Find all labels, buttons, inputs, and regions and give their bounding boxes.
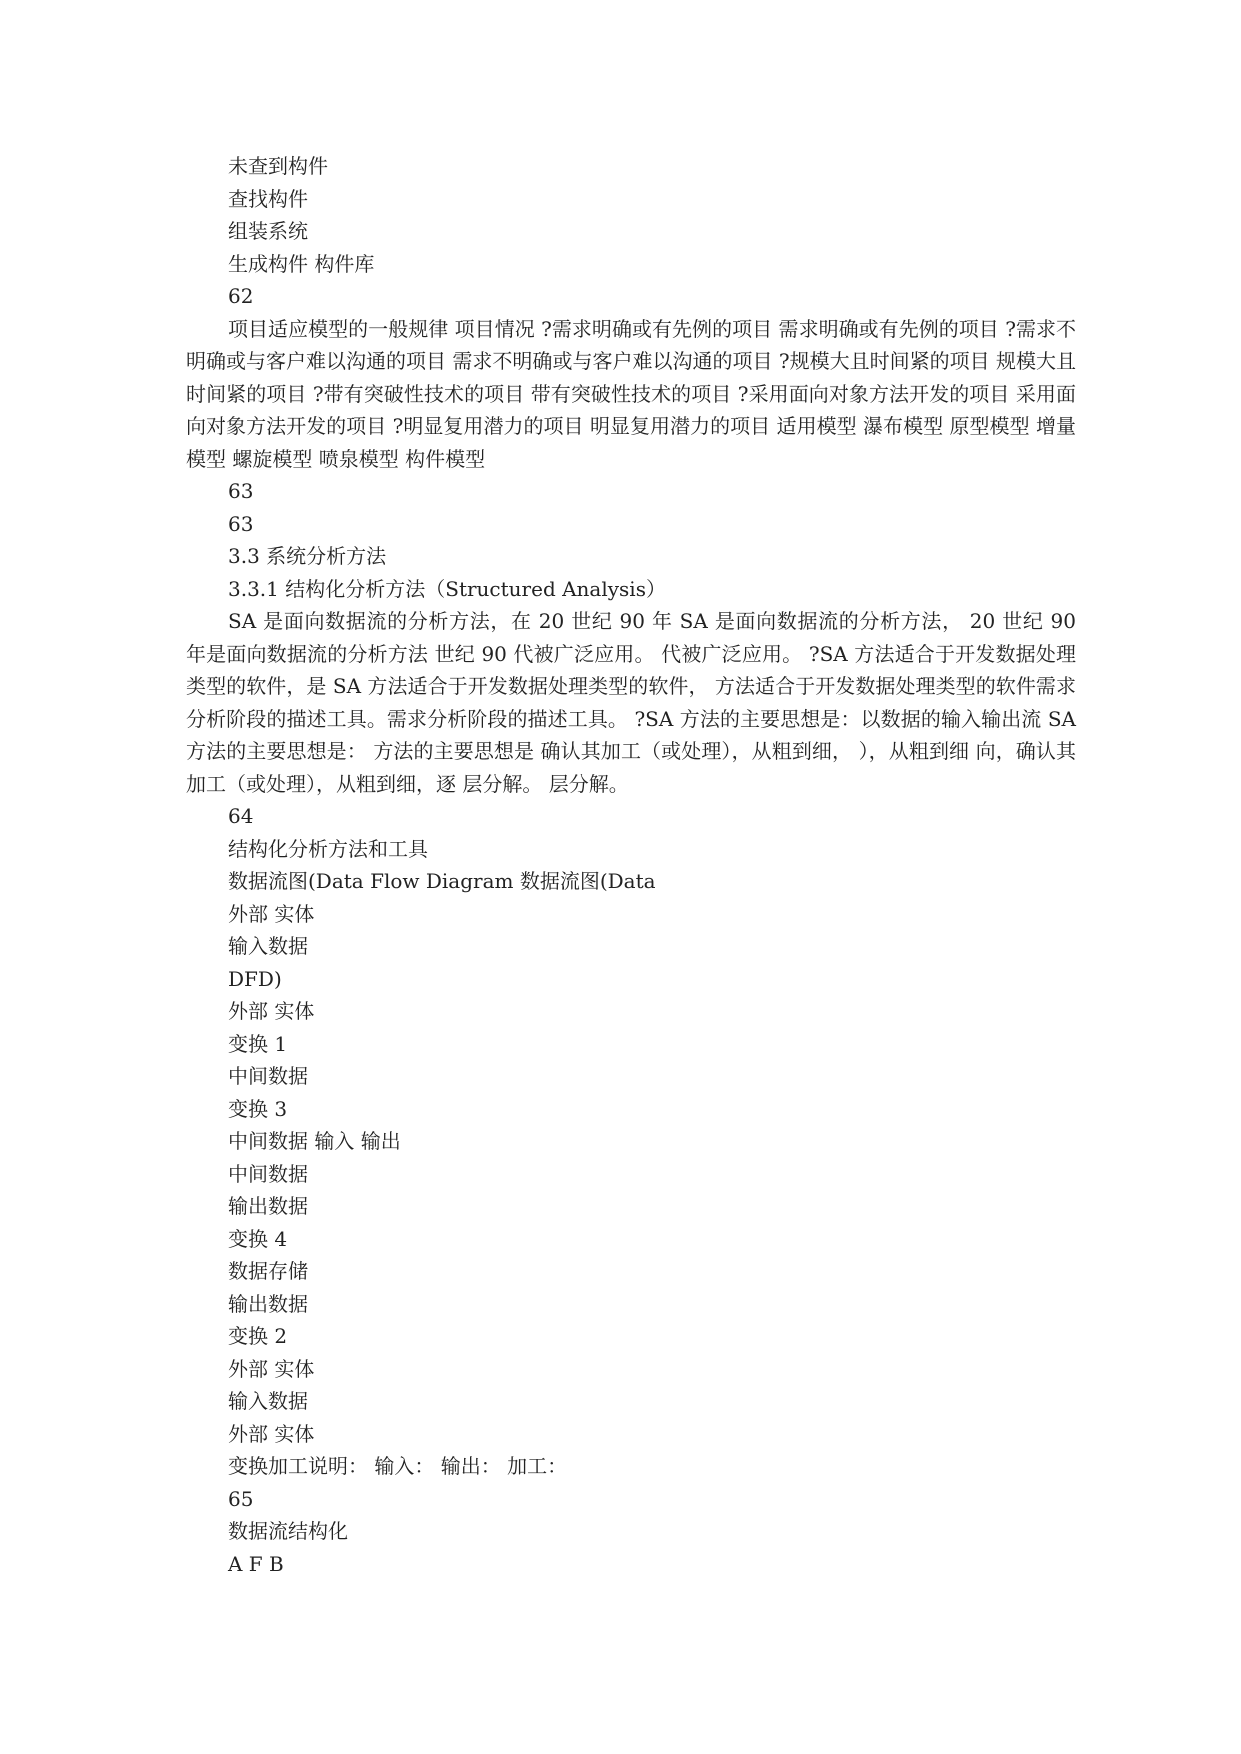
text-line: 变换 3 — [228, 1096, 288, 1121]
text-line: 中间数据 输入 输出 — [228, 1129, 401, 1153]
text-line: 外部 实体 — [228, 999, 315, 1023]
paragraph-project-models: 项目适应模型的一般规律 项目情况 ?需求明确或有先例的项目 需求明确或有先例的项目 ?需求不明确或与客户难以沟通的项目 需求不明确或与客户难以沟通的项目 ?规模大且时间紧的项目 规模大且时间紧的项目 ?带有突破性技术的项目 带有突破性技术的项目 ?采用面向对象方法开发的项目 采用面向对象方法开发的项目 ?明显复用潜力的项目 明显复用潜力的项目 适用模型 瀑布模型 原型模型 增量模型 螺旋模型 喷泉模型 构件模型 — [186, 316, 1076, 471]
page-number: 65 — [228, 1486, 254, 1511]
page-number: 64 — [228, 804, 254, 828]
text-line: DFD) — [228, 966, 282, 991]
text-line: 外部 实体 — [228, 1356, 315, 1381]
page-number: 63 — [228, 479, 254, 503]
subsection-heading: 3.3.1 结构化分析方法（Structured Analysis） — [228, 576, 666, 601]
text-line: 生成构件 构件库 — [228, 251, 375, 276]
page-number: 62 — [228, 284, 254, 308]
text-line: 未查到构件 — [228, 154, 328, 178]
section-heading: 3.3 系统分析方法 — [228, 544, 387, 568]
text-block-c — [186, 800, 1076, 1580]
text-line: 变换 1 — [228, 1031, 288, 1056]
paragraph-sa-method: SA 是面向数据流的分析方法，在 20 世纪 90 年 SA 是面向数据流的分析方法， 20 世纪 90 年是面向数据流的分析方法 世纪 90 代被广泛应用。 代被广泛应用。 ?SA 方法适合于开发数据处理类型的软件，是 SA 方法适合于开发数据处理类型的软件， 方法适合于开发数据处理类型的软件需求分析阶段的描述工具。需求分析阶段的描述工具。 ?SA 方法的主要思想是：以数据的输入输出流 SA 方法的主要思想是： 方法的主要思想是 确认其加工（或处理），从粗到细， ），从粗到细 向，确认其加工（或处理），从粗到细，逐 层分解。 层分解。 — [186, 609, 1076, 796]
text-line: 变换 4 — [228, 1226, 288, 1251]
text-line: 变换加工说明： 输入： 输出： 加工： — [228, 1454, 568, 1478]
text-line: 外部 实体 — [228, 1421, 315, 1446]
page-number: 63 — [228, 511, 254, 536]
text-line: 数据流图(Data Flow Diagram 数据流图(Data — [228, 869, 656, 893]
text-line: 输出数据 — [228, 1291, 308, 1316]
text-line: 查找构件 — [228, 186, 308, 211]
text-line: A F B — [228, 1551, 284, 1576]
text-line: 组装系统 — [228, 219, 308, 243]
text-block-a — [186, 150, 1076, 313]
text-line: 数据存储 — [228, 1259, 308, 1283]
text-line: 输出数据 — [228, 1194, 308, 1218]
text-line: 数据流结构化 — [228, 1519, 348, 1543]
text-line: 外部 实体 — [228, 901, 315, 926]
text-line: 中间数据 — [228, 1064, 308, 1088]
text-line: 中间数据 — [228, 1161, 308, 1186]
text-line: 变换 2 — [228, 1324, 288, 1348]
text-line: 输入数据 — [228, 1389, 308, 1413]
text-line: 输入数据 — [228, 934, 308, 958]
text-line: 结构化分析方法和工具 — [228, 836, 428, 861]
text-block-b — [186, 475, 1076, 605]
document-page — [186, 150, 1076, 1580]
